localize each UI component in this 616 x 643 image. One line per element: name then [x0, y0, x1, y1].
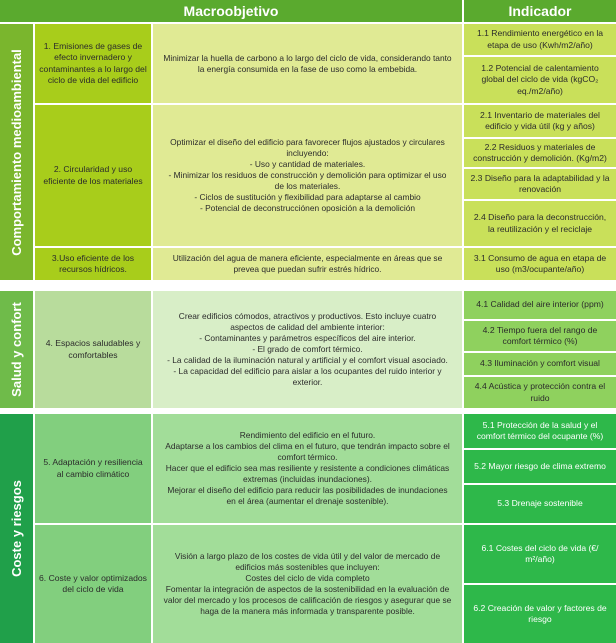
indicator-text: 4.1 Calidad del aire interior (ppm) — [476, 299, 604, 310]
subcategory-cell — [35, 105, 151, 246]
indicator-text: 1.2 Potencial de calentamiento global del ciclo de vida (kgCO₂ eq./m2/año) — [481, 63, 599, 96]
indicator-text: 4.3 Iluminación y comfort visual — [480, 358, 600, 369]
indicator-cell — [464, 321, 616, 351]
indicator-text: 5.1 Protección de la salud y el comfort térmico del ocupante (%) — [476, 419, 604, 441]
subcategory-cell — [35, 24, 151, 103]
subcategory-text: 4. Espacios saludables y comfortables — [45, 338, 141, 360]
objective-cell — [153, 414, 462, 523]
objective-line: - Contaminantes y parámetros específicos del aire interior. — [199, 333, 416, 344]
subcategory-cell — [35, 248, 151, 280]
subcategory-text: 3.Uso eficiente de los recursos hídricos. — [51, 252, 135, 274]
objective-line: Crear edificios cómodos, atractivos y productivos. Esto incluye cuatro aspectos de calidad del ambiente interior: — [178, 311, 437, 333]
subcategory-text: 6. Coste y valor optimizados del ciclo de vida — [39, 572, 147, 594]
objective-cell — [153, 291, 462, 408]
indicator-cell — [464, 201, 616, 246]
subcategory-text: 2. Circularidad y uso eficiente de los materiales — [43, 164, 143, 186]
category-coste-y-riesgos — [0, 414, 33, 643]
indicator-text: 6.1 Costes del ciclo de vida (€/ m²/año) — [481, 542, 599, 564]
objective-line: - La capacidad del edificio para aislar a los ocupantes del ruido interior y exterior. — [173, 365, 442, 387]
indicator-cell — [464, 353, 616, 375]
indicator-text: 5.3 Drenaje sostenible — [497, 498, 583, 509]
objective-line: Utilización del agua de manera eficiente, especialmente en áreas que se prevea que puedan sufrir estrés hídrico. — [172, 253, 443, 274]
indicator-cell — [464, 57, 616, 103]
header-macro-label: Macroobjetivo — [183, 3, 279, 19]
objective-cell — [153, 525, 462, 643]
objective-line: - Ciclos de sustitución y flexibilidad para adaptarse al cambio — [194, 191, 421, 202]
category-label: Comportamiento medioambiental — [9, 48, 25, 256]
objective-line: Hacer que el edificio sea mas resiliente y resistente a condiciones climáticas extremas (incluidas inundaciones). — [165, 463, 450, 484]
objective-line: Mejorar el diseño del edificio para reducir las posibilidades de inundaciones en el área (aumentar el drenaje sostenible). — [167, 484, 448, 506]
indicator-text: 2.2 Residuos y materiales de construcción y demolición. (Kg/m2) — [473, 141, 607, 163]
objective-cell — [153, 248, 462, 280]
indicator-text: 2.4 Diseño para la deconstrucción, la reutilización y el reciclaje — [473, 212, 607, 234]
indicator-text: 2.3 Diseño para la adaptabilidad y la renovación — [470, 172, 610, 194]
objective-line: - Potencial de deconstrucciónen oposición a la demolición — [199, 202, 416, 213]
indicator-cell — [464, 169, 616, 199]
objective-line: Fomentar la integración de aspectos de la sostenibilidad en la evaluación de valor del mercado y los procesos de calificación de riesgos y asegurar que se haga de la manera más informada y transparente posible. — [163, 584, 452, 616]
objective-line: Visión a largo plazo de los costes de vida útil y del valor de mercado de edificios más sostenibles que incluyen: — [174, 551, 441, 573]
indicator-cell — [464, 139, 616, 167]
indicator-text: 3.1 Consumo de agua en etapa de uso (m3/ocupante/año) — [473, 252, 607, 274]
indicator-text: 5.2 Mayor riesgo de clima extremo — [474, 460, 606, 471]
header-indicador — [464, 0, 616, 22]
objective-line: - La calidad de la iluminación natural y artificial y el comfort visual asociado. — [167, 354, 448, 365]
indicator-cell — [464, 414, 616, 448]
subcategory-text: 1. Emisiones de gases de efecto invernadero y contaminantes a lo largo del ciclo de vida del edificio — [39, 41, 147, 85]
subcategory-cell — [35, 414, 151, 523]
objective-line: Minimizar la huella de carbono a lo largo del ciclo de vida, considerando tanto la energía consumida en la fase de uso como la embebida. — [163, 52, 452, 74]
objective-line: - El grado de comfort térmico. — [252, 344, 363, 355]
objective-line: Costes del ciclo de vida completo — [245, 573, 370, 584]
objective-line: Optimizar el diseño del edificio para favorecer flujos ajustados y circulares incluyendo: — [170, 137, 445, 159]
category-comportamiento-medioambiental — [0, 24, 33, 280]
subcategory-text: 5. Adaptación y resiliencia al cambio climático — [43, 457, 143, 479]
category-label: Coste y riesgos — [9, 480, 25, 577]
category-salud-y-confort — [0, 291, 33, 408]
indicator-text: 2.1 Inventario de materiales del edificio y vida útil (kg y años) — [480, 109, 600, 131]
objective-line: - Uso y cantidad de materiales. — [249, 159, 366, 170]
indicator-cell — [464, 485, 616, 523]
header-macroobjetivo — [0, 0, 462, 22]
indicator-cell — [464, 377, 616, 408]
indicator-cell — [464, 248, 616, 280]
objective-cell — [153, 105, 462, 246]
indicator-text: 1.1 Rendimiento energético en la etapa de uso (Kwh/m2/año) — [476, 28, 604, 50]
objective-line: Adaptarse a los cambios del clima en el futuro, que tendrán impacto sobre el comfort térmico. — [165, 441, 450, 463]
indicator-text: 4.4 Acústica y protección contra el ruido — [474, 381, 606, 403]
subcategory-cell — [35, 525, 151, 643]
indicator-cell — [464, 525, 616, 583]
header-indicador-label: Indicador — [508, 3, 572, 19]
objective-cell — [153, 24, 462, 103]
objective-line: Rendimiento del edificio en el futuro. — [239, 430, 376, 441]
indicator-cell — [464, 24, 616, 55]
indicator-text: 6.2 Creación de valor y factores de riesgo — [473, 602, 607, 624]
indicator-cell — [464, 585, 616, 643]
category-label: Salud y confort — [9, 302, 24, 397]
subcategory-cell — [35, 291, 151, 408]
indicator-cell — [464, 450, 616, 483]
indicator-cell — [464, 105, 616, 137]
indicator-text: 4.2 Tiempo fuera del rango de comfort térmico (%) — [482, 324, 598, 346]
objective-line: - Minimizar los residuos de construcción y demolición para optimizar el uso de los materiales. — [168, 170, 447, 191]
indicator-cell — [464, 291, 616, 319]
